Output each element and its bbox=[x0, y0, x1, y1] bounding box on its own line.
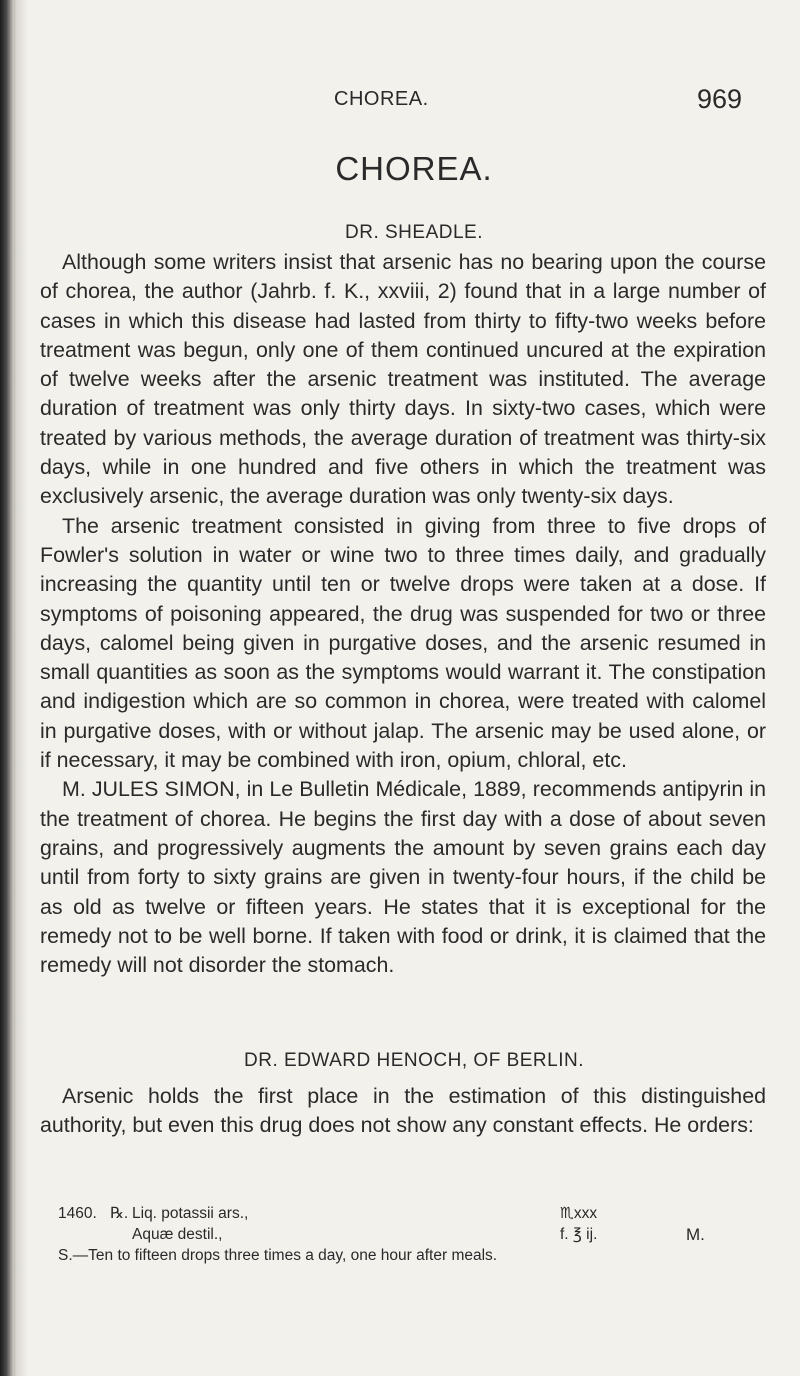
section-heading-sheadle: DR. SHEADLE. bbox=[345, 222, 483, 243]
paragraph-arsenic-course: Although some writers insist that arsenic has no bearing upon the course of chorea, the author (Jahrb. f. K., xxviii, 2) found that in a large number of cases in which this disease had lasted from thirty to fifty-two weeks before treatment was begun, only one of them continued uncured at the expiration of twelve weeks after the arsenic treatment was instituted. The average duration of treatment was only thirty days. In sixty-two cases, which were treated by various methods, the average duration of treatment was thirty-six days, while in one hundred and five others in which the treatment was exclusively arsenic, the average duration was only twenty-six days. bbox=[40, 250, 766, 509]
prescription-line bbox=[58, 1203, 758, 1224]
prescription-line bbox=[58, 1224, 758, 1245]
ingredient-quantity: ♏xxx bbox=[560, 1205, 598, 1222]
running-head bbox=[0, 84, 800, 118]
paragraph-arsenic-treatment: The arsenic treatment consisted in giving from three to five drops of Fowler's solution in water or wine two to three times daily, and gradually increasing the quantity until ten or twelve drops were taken at a dose. If symptoms of poisoning appeared, the drug was suspended for two or three days, calomel being given in purgative doses, and the arsenic resumed in small quantities as soon as the symptoms would warrant it. The constipation and indigestion which are so common in chorea, were treated with calomel in purgative doses, with or without jalap. The arsenic may be used alone, or if necessary, it may be combined with iron, opium, chloral, etc. bbox=[40, 513, 766, 773]
section-henoch-body bbox=[40, 1082, 766, 1141]
prescription-signa bbox=[58, 1245, 758, 1266]
ingredient-name: Liq. potassii ars., bbox=[132, 1205, 249, 1222]
section-heading-henoch: DR. EDWARD HENOCH, OF BERLIN. bbox=[244, 1050, 584, 1071]
page-number: 969 bbox=[697, 84, 743, 114]
signa-text: S.—Ten to fifteen drops three times a day, one hour after meals. bbox=[58, 1247, 498, 1264]
paragraph-henoch: Arsenic holds the first place in the estimation of this distinguished authority, but even this drug does not show any constant effects. He orders: bbox=[40, 1084, 766, 1138]
ingredient-name: Aquæ destil., bbox=[132, 1226, 223, 1243]
prescription-number: 1460. bbox=[58, 1205, 97, 1222]
running-title: CHOREA. bbox=[334, 88, 429, 110]
prescription-mix-mark: M. bbox=[686, 1225, 705, 1244]
section-sheadle-body bbox=[40, 248, 766, 980]
paragraph-jules-simon: M. JULES SIMON, in Le Bulletin Médicale, 1889, recommends antipyrin in the treatment of chorea. He begins the first day with a dose of about seven grains, and progressively augments the amount by seven grains each day until from forty to sixty grains are given in twenty-four hours, if the child be as old as twelve or fifteen years. He states that it is exceptional for the remedy not to be well borne. If taken with food or drink, it is claimed that the remedy will not disorder the stomach. bbox=[40, 777, 766, 978]
ingredient-quantity: f. ℥ ij. bbox=[560, 1226, 598, 1243]
chapter-title: CHOREA. bbox=[335, 150, 493, 187]
recipe-symbol: ℞. bbox=[110, 1205, 129, 1222]
prescription-block bbox=[58, 1203, 758, 1266]
